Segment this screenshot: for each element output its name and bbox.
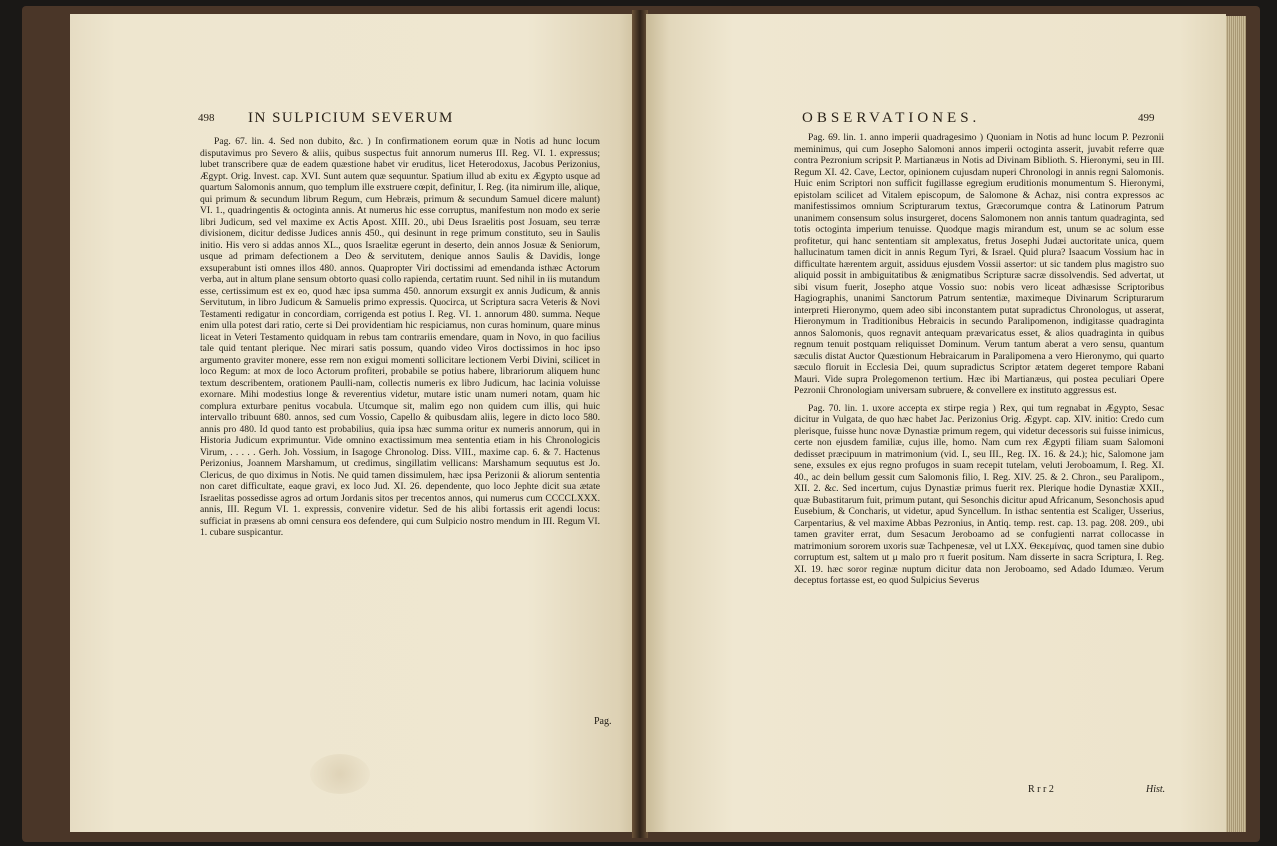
right-page <box>646 14 1226 832</box>
right-running-head: OBSERVATIONES. <box>802 110 981 126</box>
left-body-text <box>200 136 600 545</box>
left-paragraph: Pag. 67. lin. 4. Sed non dubito, &c. ) In confirmationem eorum quæ in Notis ad hunc locum disputavimus pro Severo & aliis, quibus suspectus fuit annorum numerus III. Reg. VI. 1. expressus; lubet transcribere quæ de eadem quæstione habet vir eruditus, licet Heterodoxus, Jacobus Perizonius, Ægypt. Orig. Invest. cap. XVI. Sunt autem quæ sequuntur. Spatium illud ab exitu ex Ægypto usque ad quartum Salomonis annum, quo templum ille exstruere cœpit, definitur, I. Reg. (ita nimirum ille, alique, qui primum & secundum librum Regum, cum Hebræis, primum & secundum Samuel dicere malunt) VI. 1., quadringentis & octoginta annis. At numerus hic esse corruptus, manifestum non modo ex serie libri Judicum, sed vel maxime ex Actis Apost. XIII. 20., ubi Deus Israelitis post Josuam, seu terræ divisionem, dicitur dedisse Judices annis 450., qui desinunt in rege primum constituto, seu in Saulis initio. His vero si addas annos XL., quos Israelitæ egerunt in deserto, dein annos Josuæ & Seniorum, usque ad primam defectionem a Deo & servitutem, denique annos Saulis & Davidis, longe exsuperabunt isti omnes illos 480. annos. Quapropter Viri doctissimi ad emendanda isthæc Actorum verba, aut in altum plane sensum obtorto quasi collo rapienda, certatim ruunt. Sed nihil in iis mutandum esse, certissimum est ex eo, quod hæc ipsa summa 450. annorum exsurgit ex annis Judicum, & annis Servitutum, in libro Judicum & Samuelis primo expressis. Quocirca, ut Scriptura sacra Veteris & Novi Testamenti redigatur in concordiam, corrigenda est potius I. Reg. VI. 1. annorum 480. summa. Neque enim ulla potest dari ratio, certe si Dei providentiam hic respiciamus, non curas hominum, quare minus liceat in Veteri Testamento quidquam in rebus tam contrariis emendare, quam in Novo, in quo facilius tale quid tentant plerique. Nec mirari satis possum, quando video Viros doctissimos in hoc ipso argumento graviter monere, esse rem non exigui momenti sollicitare lectionem Verbi Divini, scilicet in loco Regum: at mox de loco Actorum profiteri, probabile se potius habere, librariorum aliquem hunc textum describentem, orationem Paulli-nam, collectis numeris ex libro Judicum, hac lacinia voluisse exornare. Mihi modestius longe & reverentius videtur, mutare istic unam numeri notam, quam hic complura exturbare penitus vocabula. Utcumque sit, malim ego non quidem cum illis, qui huic intervallo tribuunt 680. annos, sed cum Vossio, Capello & quibusdam aliis, legere in dicto loco 580. annis pro 480. Id quod tanto est probabilius, quia ipsa hæc summa oritur ex numeris annorum, qui in Historia Judicum exprimuntur. Vide omnino exactissimum mea sententia etiam in his Chronologicis Virum, . . . . . Gerh. Joh. Vossium, in Isagoge Chronolog. Diss. VIII., maxime cap. 6. & 7. Hactenus Perizonius, Joannem Marshamum, ut credimus, singillatim vellicans: Marshamum sequutus est Jo. Clericus, de quo diximus in Notis. Ne quid tamen dissimulem, hæc ipsa Perizonii & aliorum sententia non caret difficultate, eaque gravi, ex loco Jud. XI. 26. dependente, quo loco Jephte dicit sua ætate Israelitas possedisse agros ad ortum Jordanis sitos per trecentos annos, qui numerus cum CCCCLXXX. annis, III. Regum VI. 1. expressis, convenire videtur. Sed de his alibi fortassis erit agendi locus: sufficiat in præsens ab omni censura eos defendere, qui cum Sulpicio nostro mendum in III. Regum VI. 1. cubare suspicantur. <box>200 136 600 538</box>
signature-mark: R r r 2 <box>1028 784 1054 795</box>
left-page-number: 498 <box>198 112 215 124</box>
right-paragraph-1: Pag. 69. lin. 1. anno imperii quadragesimo ) Quoniam in Notis ad hunc locum P. Pezronii meminimus, qui cum Josepho Salomoni annos imperii octoginta asserit, juvabit referre quæ contra Pezronium scripsit P. Martianæus in Notis ad Divinam Biblioth. S. Hieronymi, seu in III. Regum XI. 42. Cave, Lector, opinionem cujusdam nuperi Chronologi in annis regni Salomonis. Huic enim Scriptori non sufficit fugillasse egregium eruditionis monumentum S. Hieronymi, epistolam scilicet ad Vitalem episcopum, de Salomone & Achaz, nisi contra expressos ac manifestissimos omnium Scripturarum textus, Græcorumque contra & Latinorum Patrum unanimem consensum solus insurgeret, docens Salomonem non annis tantum quadraginta, sed totis octoginta imperium tenuisse. Quodque magis mirandum est, unum se ac solum esse profitetur, qui hanc sententiam sit amplexatus, fretus Josephi Judæi auctoritate unica, quem hallucinatum tamen dicit in annis Regum Tyri, & Israel. Quid plura? Isaacum Vossium hac in difficultate hærentem arguit, assiduus ejusdem Vossii assertor: ut sic tandem plus magistro suo aliquid possit in ambiguitatibus & ænigmatibus Scripturæ sacræ dissolvendis. Sed advertat, ut sibi visum fuerit, Josepho atque Vossio suo: nobis vero liceat adhæsisse Scriptoribus Hagiographis, unanimi Sanctorum Patrum sententiæ, maximeque Divinarum Scripturarum interpreti Hieronymo, quem adeo sibi inconstantem putat supradictus Chronologus, ut asserat, Hieronymum in Traditionibus Hebraicis in secundo Paralipomenon, indigitasse quadraginta annos Salomonis, quos regnavit antequam prævaricatus esset, & alios quadraginta in quibus regnum tenuit postquam reliquisset Dominum. Verum tantum aberat a vero sensu, quantum sæculis distat Auctor Quæstionum Hebraicarum in Paralipomena a vero Hieronymo, qui quarto sæculo floruit in Ecclesia Dei, quum supradictus Scriptor ætatem degeret tempore Rabani Mauri. Vide supra Prolegomenon tertium. Hæc ibi Martianæus, qui postea peculiari Opere Pezronii Chronologiam universam subruere, & convellere ex instituto aggressus est. <box>794 132 1164 396</box>
left-running-head: IN SULPICIUM SEVERUM <box>248 110 454 126</box>
paper-stain <box>310 754 370 794</box>
right-paragraph-2: Pag. 70. lin. 1. uxore accepta ex stirpe regia ) Rex, qui tum regnabat in Ægypto, Sesac dicitur in Vulgata, de quo hæc habet Jac. Perizonius Orig. Ægypt. cap. XIV. initio: Credo cum plerisque, fuisse hunc novæ Dynastiæ primum regem, qui videtur decessoris sui fuisse inimicus, certe non ejusdem familiæ, cujus ille, homo. Nam cum rex Ægypti filiam suam Salomoni dedisset præcipuum in matrimonium (vid. I., seu III., Reg. IX. 16. & 24.); hic, Salomone jam sene, exsules ex ejus regno profugos in suam recepit tutelam, veluti Jeroboamum, I. Reg. XI. 40., ac dein bellum gessit cum Salomonis filio, I. Reg. XIV. 25. & 2. Chron., seu Paralipom., XII. 2. &c. Sed incertum, cujus Dynastiæ primus fuerit rex. Plerique hodie Dynastiæ XXII., quæ Bubastitarum fuit, primum putant, qui Sesonchis dicitur apud Africanum, Sesonchosis apud Eusebium, & Concharis, ut videtur, apud Syncellum. In isthac sententia est Scaliger, Usserius, Carpentarius, & vel maxime Abbas Pezronius, in Antiq. temp. rest. cap. 13. pag. 208. 209., ubi tamen graviter errat, dum Sesacum Jeroboamo ad se confugienti narrat collocasse in matrimonium sororem uxoris suæ Tachpenesæ, vel ut LXX. Θεκεμίνας, quod tamen sine dubio corruptum est, saltem ut μ malo pro π fuerit positum. Nam disserte in sacra Scriptura, I. Reg. XI. 19. hæc soror reginæ nuptum dicitur data non Jeroboamo, sed Adado Idumæo. Verum deceptus fortasse est, eo quod Sulpicius Severus <box>794 402 1164 586</box>
right-catchword: Hist. <box>1146 784 1166 795</box>
left-page <box>70 14 642 832</box>
right-page-edges <box>1226 16 1246 832</box>
left-catchword: Pag. <box>594 716 612 727</box>
right-page-number: 499 <box>1138 112 1155 124</box>
open-book <box>22 6 1260 842</box>
right-body-text <box>794 132 1164 593</box>
